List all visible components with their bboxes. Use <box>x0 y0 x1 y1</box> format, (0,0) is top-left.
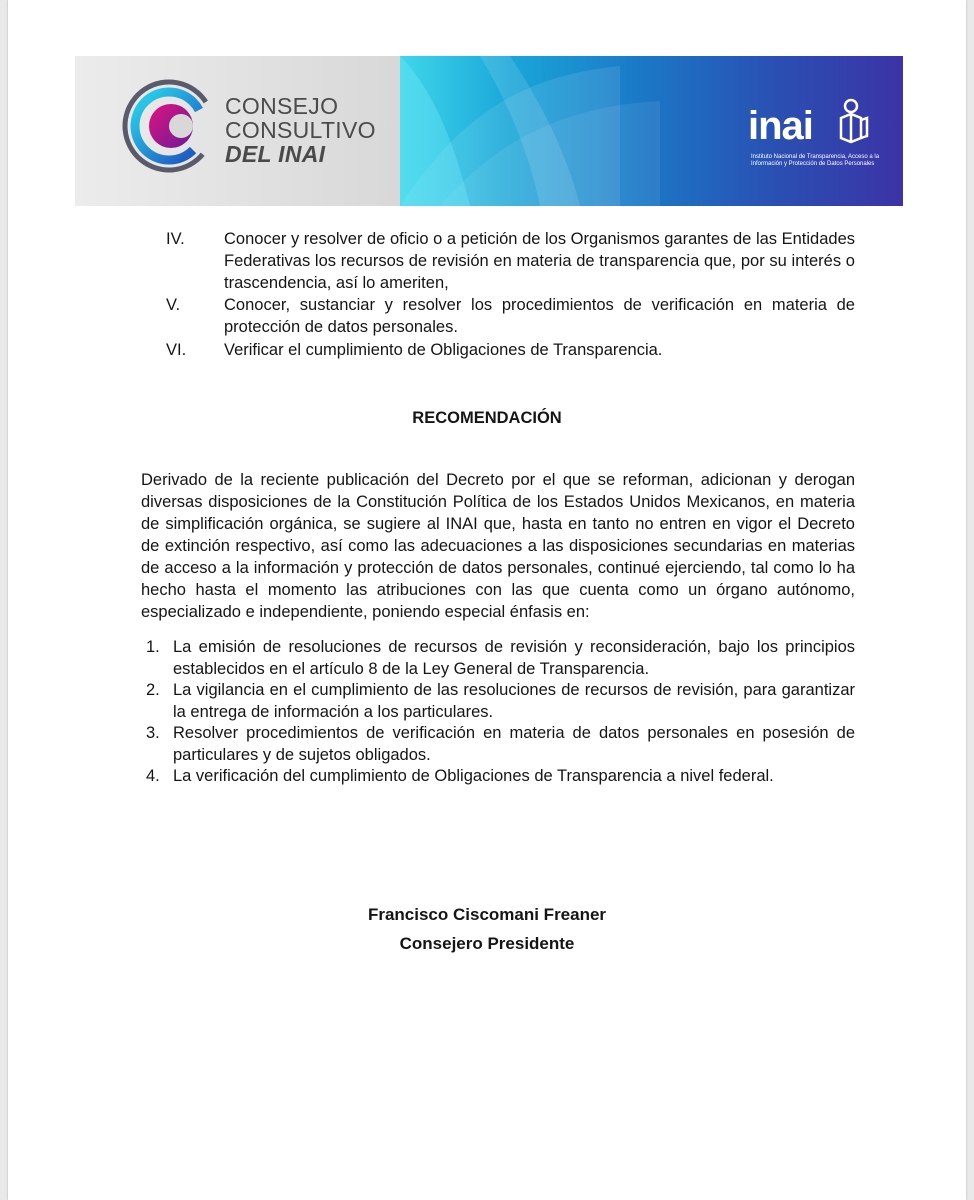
list-number: 2. <box>146 681 160 699</box>
banner-right-panel <box>400 56 903 206</box>
list-number: 3. <box>146 724 160 742</box>
consejo-line-1: CONSEJO <box>225 93 339 119</box>
numbered-list-item: Resolver procedimientos de verificación en materia de datos personales en posesión de particulares y de sujetos obligados. <box>173 724 855 764</box>
signature-title: Consejero Presidente <box>399 934 575 953</box>
numbered-list-item: La vigilancia en el cumplimiento de las resoluciones de recursos de revisión, para garantizar la entrega de información a los particulares. <box>173 681 855 721</box>
banner-wave-decoration <box>400 56 903 206</box>
banner-left-panel <box>75 56 400 206</box>
roman-numeral: IV. <box>166 230 185 248</box>
roman-list-item: Conocer y resolver de oficio o a petición de los Organismos garantes de las Entidades Federativas los recursos de revisión en materia de transparencia que, por su interés o trascendencia, así lo ameriten, <box>224 230 856 292</box>
inai-logo-icon <box>837 98 871 156</box>
section-heading: RECOMENDACIÓN <box>412 409 562 427</box>
numbered-list-item: La verificación del cumplimiento de Obligaciones de Transparencia a nivel federal. <box>173 767 774 785</box>
list-number: 1. <box>146 638 160 656</box>
list-number: 4. <box>146 767 160 785</box>
consejo-line-2: CONSULTIVO <box>225 117 376 143</box>
inai-subtitle: Instituto Nacional de Transparencia, Acceso a la Información y Protección de Datos Personales <box>751 154 880 167</box>
header-banner <box>75 56 903 206</box>
body-paragraph: Derivado de la reciente publicación del Decreto por el que se reforman, adicionan y derogan diversas disposiciones de la Constitución Política de los Estados Unidos Mexicanos, en materia de simplificación orgánica, se sugiere al INAI que, hasta en tanto no entren en vigor el Decreto de extinción respectivo, así como las adecuaciones a las disposiciones secundarias en materias de acceso a la información y protección de datos personales, continué ejerciendo, tal como lo ha hecho hasta el momento las atribuciones con las que cuenta como un órgano autónomo, especializado e independiente, poniendo especial énfasis en: <box>141 471 855 621</box>
consejo-consultivo-title <box>225 94 376 166</box>
consejo-consultivo-logo <box>121 78 217 174</box>
signature-name: Francisco Ciscomani Freaner <box>367 905 607 924</box>
inai-logo-text: inai <box>748 104 813 148</box>
roman-list-item: Conocer, sustanciar y resolver los procedimientos de verificación en materia de protección de datos personales. <box>224 296 855 336</box>
roman-list-item: Verificar el cumplimiento de Obligaciones de Transparencia. <box>224 341 663 359</box>
roman-numeral: V. <box>166 296 181 314</box>
numbered-list-item: La emisión de resoluciones de recursos de revisión y reconsideración, bajo los principios establecidos en el artículo 8 de la Ley General de Transparencia. <box>173 638 855 678</box>
roman-numeral: VI. <box>166 341 187 359</box>
consejo-line-3: DEL INAI <box>225 141 326 167</box>
